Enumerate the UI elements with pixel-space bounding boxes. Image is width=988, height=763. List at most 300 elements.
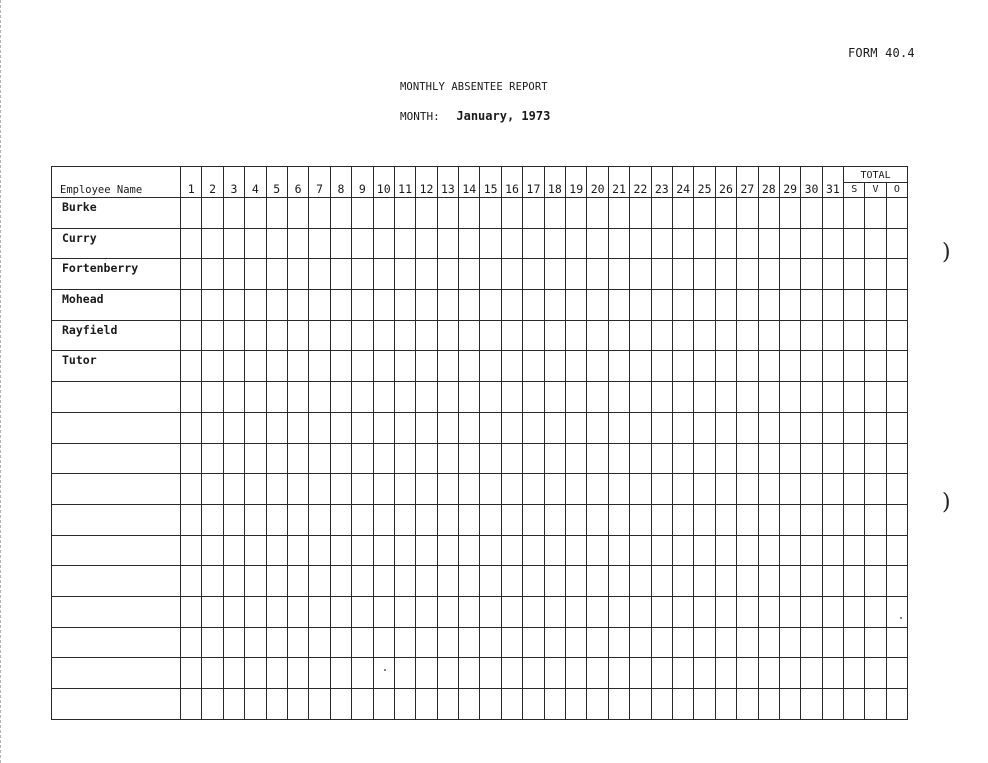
- total-cell: [886, 443, 907, 474]
- day-cell: [202, 535, 223, 566]
- day-header: 11: [394, 167, 415, 198]
- day-cell: [480, 535, 501, 566]
- day-cell: [437, 259, 458, 290]
- employee-name-cell: Curry: [52, 228, 181, 259]
- day-cell: [523, 382, 544, 413]
- day-cell: [352, 320, 373, 351]
- day-cell: [480, 351, 501, 382]
- day-cell: [245, 627, 266, 658]
- day-cell: [501, 320, 522, 351]
- day-cell: [459, 228, 480, 259]
- day-cell: [459, 290, 480, 321]
- day-header: 9: [352, 167, 373, 198]
- day-cell: [523, 320, 544, 351]
- day-cell: [587, 198, 608, 229]
- day-cell: [480, 658, 501, 689]
- day-cell: [480, 412, 501, 443]
- total-cell: [886, 351, 907, 382]
- day-cell: [416, 658, 437, 689]
- day-cell: [202, 627, 223, 658]
- day-cell: [266, 412, 287, 443]
- day-header: 29: [779, 167, 800, 198]
- total-cell: [886, 535, 907, 566]
- day-cell: [651, 259, 672, 290]
- day-cell: [309, 320, 330, 351]
- day-cell: [566, 566, 587, 597]
- day-cell: [608, 320, 629, 351]
- day-cell: [608, 504, 629, 535]
- day-cell: [330, 474, 351, 505]
- total-cell: [865, 198, 886, 229]
- day-cell: [694, 689, 715, 720]
- day-cell: [437, 504, 458, 535]
- day-cell: [651, 382, 672, 413]
- day-cell: [480, 627, 501, 658]
- day-cell: [416, 320, 437, 351]
- day-cell: [544, 627, 565, 658]
- day-cell: [309, 596, 330, 627]
- day-cell: [437, 198, 458, 229]
- day-cell: [309, 228, 330, 259]
- day-cell: [202, 689, 223, 720]
- day-cell: [715, 290, 736, 321]
- day-cell: [330, 351, 351, 382]
- day-cell: [822, 658, 843, 689]
- day-cell: [587, 259, 608, 290]
- total-cell: [844, 443, 865, 474]
- day-cell: [544, 535, 565, 566]
- day-cell: [501, 228, 522, 259]
- day-cell: [737, 382, 758, 413]
- day-cell: [223, 412, 244, 443]
- day-cell: [737, 596, 758, 627]
- day-cell: [202, 228, 223, 259]
- day-cell: [630, 535, 651, 566]
- total-cell: [886, 596, 907, 627]
- day-cell: [758, 504, 779, 535]
- report-title: MONTHLY ABSENTEE REPORT: [400, 81, 548, 93]
- day-cell: [416, 535, 437, 566]
- total-cell: [844, 382, 865, 413]
- total-cell: [844, 351, 865, 382]
- day-cell: [437, 689, 458, 720]
- day-cell: [181, 259, 202, 290]
- day-cell: [566, 504, 587, 535]
- day-cell: [672, 566, 693, 597]
- total-cell: [865, 259, 886, 290]
- day-cell: [223, 596, 244, 627]
- day-header: 2: [202, 167, 223, 198]
- day-cell: [566, 228, 587, 259]
- day-cell: [266, 658, 287, 689]
- day-cell: [394, 412, 415, 443]
- day-header: 23: [651, 167, 672, 198]
- header-row: [52, 167, 908, 198]
- day-cell: [330, 198, 351, 229]
- day-cell: [630, 658, 651, 689]
- day-cell: [566, 290, 587, 321]
- day-cell: [779, 259, 800, 290]
- day-cell: [266, 474, 287, 505]
- day-cell: [758, 474, 779, 505]
- day-cell: [501, 535, 522, 566]
- day-cell: [223, 627, 244, 658]
- day-cell: [416, 290, 437, 321]
- day-cell: [566, 443, 587, 474]
- day-cell: [587, 689, 608, 720]
- day-cell: [373, 320, 394, 351]
- day-cell: [523, 658, 544, 689]
- day-cell: [566, 535, 587, 566]
- day-cell: [202, 382, 223, 413]
- day-cell: [672, 535, 693, 566]
- day-cell: [330, 596, 351, 627]
- day-cell: [245, 443, 266, 474]
- day-cell: [416, 689, 437, 720]
- employee-name-cell: Mohead: [52, 290, 181, 321]
- day-cell: [779, 474, 800, 505]
- day-cell: [672, 504, 693, 535]
- day-cell: [822, 198, 843, 229]
- day-cell: [416, 198, 437, 229]
- day-cell: [373, 412, 394, 443]
- day-cell: [630, 474, 651, 505]
- day-header: 25: [694, 167, 715, 198]
- day-cell: [822, 535, 843, 566]
- day-cell: [309, 566, 330, 597]
- day-cell: [394, 351, 415, 382]
- day-cell: [287, 658, 308, 689]
- day-cell: [459, 382, 480, 413]
- day-cell: [651, 351, 672, 382]
- day-cell: [779, 658, 800, 689]
- total-cell: [865, 535, 886, 566]
- day-cell: [801, 504, 822, 535]
- day-cell: [523, 689, 544, 720]
- day-cell: [330, 443, 351, 474]
- day-cell: [181, 443, 202, 474]
- day-cell: [779, 198, 800, 229]
- day-cell: [245, 566, 266, 597]
- day-cell: [480, 566, 501, 597]
- day-cell: [737, 566, 758, 597]
- day-cell: [672, 290, 693, 321]
- day-cell: [822, 259, 843, 290]
- day-cell: [437, 351, 458, 382]
- total-cell: [844, 228, 865, 259]
- total-cell: [844, 627, 865, 658]
- day-cell: [352, 443, 373, 474]
- employee-name-cell: Tutor: [52, 351, 181, 382]
- day-cell: [501, 566, 522, 597]
- day-cell: [416, 627, 437, 658]
- total-cell: [844, 535, 865, 566]
- day-cell: [480, 320, 501, 351]
- day-cell: [630, 290, 651, 321]
- day-cell: [651, 198, 672, 229]
- day-cell: [266, 566, 287, 597]
- day-cell: [202, 443, 223, 474]
- day-cell: [287, 535, 308, 566]
- day-header: 17: [523, 167, 544, 198]
- day-cell: [245, 259, 266, 290]
- day-cell: [181, 351, 202, 382]
- day-cell: [287, 689, 308, 720]
- day-cell: [459, 596, 480, 627]
- day-cell: [459, 259, 480, 290]
- day-cell: [737, 535, 758, 566]
- day-cell: [373, 689, 394, 720]
- day-cell: [651, 443, 672, 474]
- day-cell: [694, 596, 715, 627]
- day-cell: [758, 443, 779, 474]
- day-cell: [715, 320, 736, 351]
- total-cell: [865, 351, 886, 382]
- day-header: 30: [801, 167, 822, 198]
- total-cell: [886, 198, 907, 229]
- day-cell: [822, 474, 843, 505]
- day-cell: [523, 596, 544, 627]
- day-cell: [287, 412, 308, 443]
- day-cell: [694, 535, 715, 566]
- day-cell: [459, 412, 480, 443]
- day-cell: [544, 474, 565, 505]
- day-cell: [694, 259, 715, 290]
- day-cell: [566, 689, 587, 720]
- total-cell: [886, 566, 907, 597]
- employee-row: [52, 228, 908, 259]
- day-cell: [630, 320, 651, 351]
- day-cell: [181, 535, 202, 566]
- day-cell: [459, 474, 480, 505]
- day-cell: [352, 198, 373, 229]
- total-subheader: S: [851, 184, 858, 195]
- day-header: 6: [287, 167, 308, 198]
- day-cell: [480, 443, 501, 474]
- day-header: 3: [223, 167, 244, 198]
- day-cell: [566, 198, 587, 229]
- day-cell: [309, 627, 330, 658]
- absentee-grid-container: [51, 166, 908, 720]
- day-cell: [544, 198, 565, 229]
- day-cell: [501, 689, 522, 720]
- day-cell: [587, 596, 608, 627]
- day-cell: [223, 535, 244, 566]
- day-cell: [672, 474, 693, 505]
- day-cell: [309, 382, 330, 413]
- day-cell: [309, 198, 330, 229]
- day-cell: [544, 382, 565, 413]
- day-cell: [373, 290, 394, 321]
- day-cell: [352, 596, 373, 627]
- day-cell: [501, 658, 522, 689]
- day-cell: [822, 320, 843, 351]
- day-cell: [801, 351, 822, 382]
- day-cell: [459, 535, 480, 566]
- day-cell: [822, 382, 843, 413]
- day-cell: [437, 228, 458, 259]
- day-cell: [330, 535, 351, 566]
- day-cell: [223, 474, 244, 505]
- day-cell: [608, 228, 629, 259]
- day-cell: [266, 198, 287, 229]
- day-cell: [566, 351, 587, 382]
- day-cell: [630, 689, 651, 720]
- day-cell: [672, 412, 693, 443]
- day-cell: [779, 351, 800, 382]
- day-cell: [480, 290, 501, 321]
- day-cell: [587, 566, 608, 597]
- day-cell: [437, 474, 458, 505]
- day-cell: [587, 351, 608, 382]
- day-cell: [394, 290, 415, 321]
- day-cell: [223, 658, 244, 689]
- day-cell: [779, 228, 800, 259]
- day-cell: [394, 443, 415, 474]
- day-cell: [394, 596, 415, 627]
- day-cell: [587, 535, 608, 566]
- day-cell: [651, 566, 672, 597]
- day-cell: [566, 320, 587, 351]
- day-cell: [287, 443, 308, 474]
- day-cell: [737, 198, 758, 229]
- day-cell: [352, 382, 373, 413]
- day-cell: [480, 504, 501, 535]
- total-cell: [865, 596, 886, 627]
- day-cell: [608, 658, 629, 689]
- day-cell: [330, 689, 351, 720]
- employee-name-cell: [52, 689, 181, 720]
- day-cell: [480, 596, 501, 627]
- total-cell: [844, 259, 865, 290]
- day-cell: [587, 290, 608, 321]
- total-cell: [886, 474, 907, 505]
- day-cell: [801, 198, 822, 229]
- day-cell: [758, 689, 779, 720]
- day-cell: [287, 290, 308, 321]
- day-cell: [266, 627, 287, 658]
- day-cell: [330, 259, 351, 290]
- total-cell: [865, 504, 886, 535]
- day-cell: [181, 566, 202, 597]
- day-cell: [587, 412, 608, 443]
- day-header: 16: [501, 167, 522, 198]
- day-cell: [501, 443, 522, 474]
- total-label: TOTAL: [860, 170, 891, 181]
- day-cell: [801, 535, 822, 566]
- day-cell: [758, 320, 779, 351]
- day-cell: [287, 504, 308, 535]
- day-cell: [245, 198, 266, 229]
- total-cell: [844, 198, 865, 229]
- day-cell: [608, 474, 629, 505]
- total-cell: [886, 259, 907, 290]
- day-cell: [287, 320, 308, 351]
- day-cell: [394, 320, 415, 351]
- total-cell: [865, 474, 886, 505]
- day-cell: [309, 351, 330, 382]
- day-cell: [694, 504, 715, 535]
- day-cell: [822, 228, 843, 259]
- day-cell: [758, 351, 779, 382]
- day-cell: [544, 290, 565, 321]
- day-cell: [630, 596, 651, 627]
- day-cell: [715, 566, 736, 597]
- day-cell: [202, 351, 223, 382]
- day-cell: [181, 504, 202, 535]
- total-cell: [844, 596, 865, 627]
- employee-name-cell: [52, 504, 181, 535]
- day-cell: [352, 689, 373, 720]
- employee-row: [52, 259, 908, 290]
- day-cell: [202, 412, 223, 443]
- day-cell: [287, 627, 308, 658]
- day-cell: [223, 290, 244, 321]
- day-cell: [373, 627, 394, 658]
- day-cell: [373, 228, 394, 259]
- day-cell: [181, 658, 202, 689]
- day-cell: [672, 658, 693, 689]
- day-header: 18: [544, 167, 565, 198]
- total-cell: [844, 689, 865, 720]
- day-cell: [801, 658, 822, 689]
- day-cell: [651, 474, 672, 505]
- day-cell: [651, 627, 672, 658]
- total-cell: [886, 658, 907, 689]
- day-cell: [630, 504, 651, 535]
- day-cell: [801, 290, 822, 321]
- day-cell: [737, 320, 758, 351]
- day-cell: [459, 658, 480, 689]
- day-cell: [523, 504, 544, 535]
- employee-row: [52, 290, 908, 321]
- day-cell: [266, 351, 287, 382]
- day-cell: [566, 658, 587, 689]
- day-cell: [373, 198, 394, 229]
- day-cell: [202, 474, 223, 505]
- day-cell: [737, 504, 758, 535]
- employee-row: [52, 658, 908, 689]
- employee-row: [52, 198, 908, 229]
- day-cell: [416, 228, 437, 259]
- day-cell: [287, 382, 308, 413]
- day-cell: [330, 320, 351, 351]
- day-cell: [737, 443, 758, 474]
- day-cell: [245, 689, 266, 720]
- day-cell: [694, 443, 715, 474]
- day-cell: [587, 228, 608, 259]
- total-cell: [844, 320, 865, 351]
- day-cell: [801, 228, 822, 259]
- day-cell: [822, 412, 843, 443]
- day-cell: [223, 259, 244, 290]
- day-cell: [822, 504, 843, 535]
- day-cell: [245, 474, 266, 505]
- employee-row: [52, 627, 908, 658]
- day-cell: [245, 658, 266, 689]
- day-cell: [309, 658, 330, 689]
- day-cell: [715, 412, 736, 443]
- day-cell: [330, 504, 351, 535]
- day-header: 14: [459, 167, 480, 198]
- day-cell: [544, 412, 565, 443]
- day-cell: [330, 627, 351, 658]
- day-cell: [394, 382, 415, 413]
- day-cell: [352, 535, 373, 566]
- day-header: 28: [758, 167, 779, 198]
- day-cell: [352, 351, 373, 382]
- total-cell: [865, 320, 886, 351]
